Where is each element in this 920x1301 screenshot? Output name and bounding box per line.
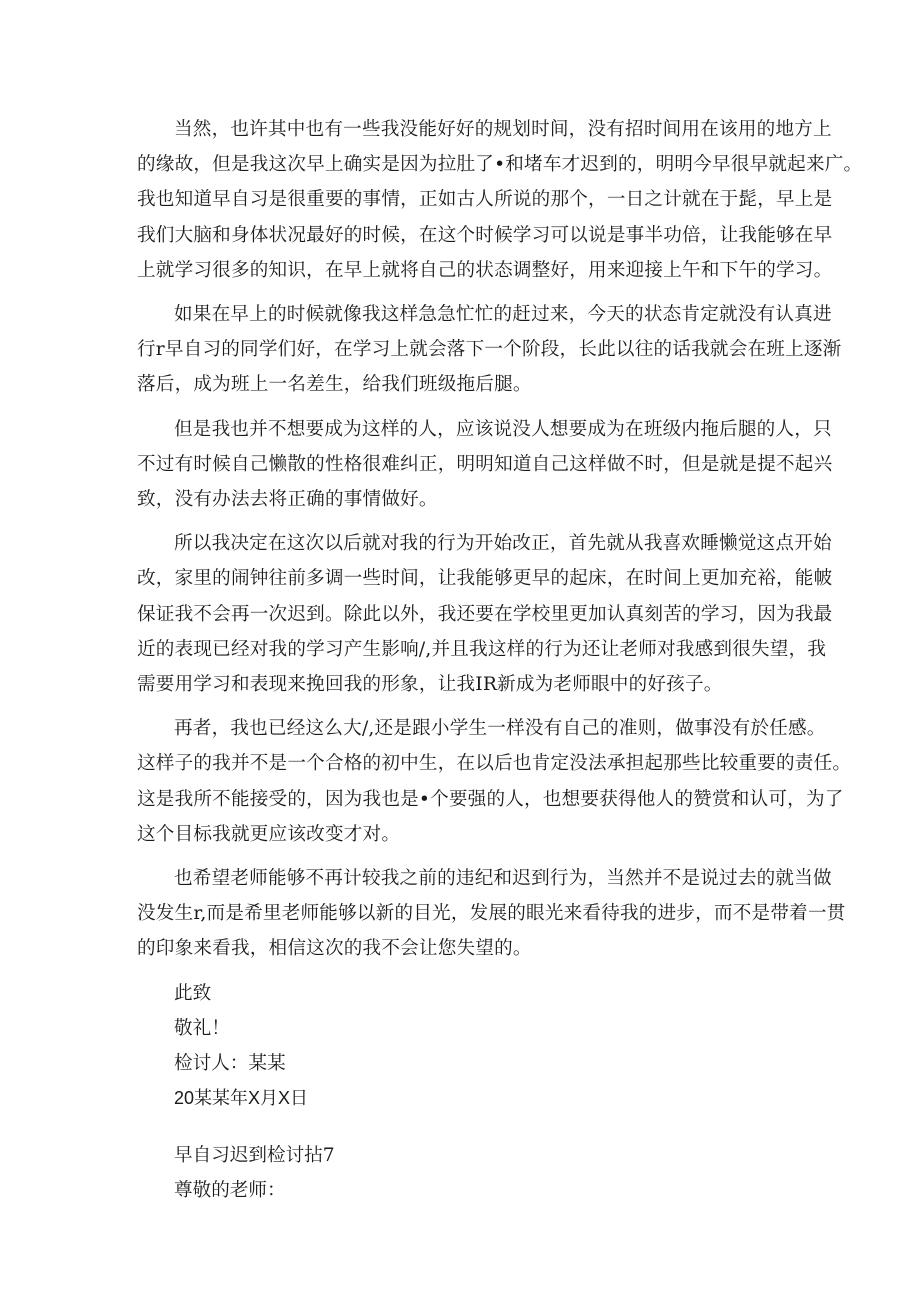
closing-respect: 敬礼！ (174, 1017, 230, 1039)
paragraph-5 (137, 711, 852, 852)
paragraph-line: 不过有时候自己懒散的性格很难纠正，明明知道自己这样做不时，但是就是提不起兴 (137, 453, 833, 475)
next-section-greeting: 尊敬的老师： (174, 1179, 286, 1201)
paragraph-line: 行r早自习的同学们好，在学习上就会落下一个阶段，长此以往的话我就会在班上逐渐 (137, 339, 842, 361)
paragraph-line: 需要用学习和表现来挽回我的形象，让我IR新成为老师眼中的好孩子。 (137, 674, 723, 696)
paragraph-line: 但是我也并不想要成为这样的人，应该说没人想要成为在班级内拖后腿的人，只 (174, 418, 832, 440)
signer-line: 检讨人：某某 (174, 1052, 286, 1074)
paragraph-2 (137, 297, 842, 403)
paragraph-1 (137, 112, 863, 288)
paragraph-line: 这样子的我并不是一个合格的初中生，在以后也肯定没法承担起那些比较重要的责任。 (137, 753, 852, 775)
paragraph-line: 所以我决定在这次以后就对我的行为开始改正，首先就从我喜欢睡懒觉这点开始 (174, 533, 832, 555)
paragraph-line: 再者，我也已经这么大/,还是跟小学生一样没有自己的准则，做事没有於任感。 (174, 718, 826, 740)
paragraph-line: 改，家里的闹钟往前多调一些时间，让我能够更早的起床，在时间上更加充裕，能帔 (137, 568, 833, 590)
paragraph-line: 我们大脑和身体状况最好的时候，在这个时候学习可以说是事半功倍，让我能够在早 (137, 224, 833, 246)
next-section-title: 早自习迟到检讨拈7 (174, 1144, 335, 1166)
paragraph-line: 没发生r,而是希里老师能够以新的目光，发展的眼光来看待我的进步，而不是带着一贯 (137, 903, 846, 925)
paragraph-line: 保证我不会再一次迟到。除此以外，我还要在学校里更加认真刻苦的学习，因为我最 (137, 603, 833, 625)
paragraph-line: 如果在早上的时候就像我这样急急忙忙的赶过来，今天的状态肯定就没有认真进 (174, 304, 832, 326)
paragraph-line: 的缘故，但是我这次早上确实是因为拉肚了•和堵车才迟到的，明明今早很早就起来广。 (137, 154, 863, 176)
paragraph-line: 上就学习很多的知识，在早上就将自己的状态调整好，用来迎接上午和下午的学习。 (137, 259, 833, 281)
date-line: 20某某年X月X日 (174, 1087, 309, 1108)
paragraph-line: 的印象来看我，相信这次的我不会让您失望的。 (137, 938, 532, 960)
document-body (137, 112, 863, 1208)
paragraph-line: 落后，成为班上一名差生，给我们班级拖后腿。 (137, 374, 532, 396)
paragraph-line: 也希望老师能够不再计较我之前的违纪和迟到行为，当然并不是说过去的就当做 (174, 868, 832, 890)
paragraph-line: 致，没有办法去将正确的事情做好。 (137, 489, 438, 511)
paragraph-line: 这个目标我就更应该改变才对。 (137, 823, 401, 845)
paragraph-4 (137, 526, 833, 702)
paragraph-line: 我也知道早自习是很重要的事情，正如古人所说的那个，一日之计就在于髭，早上是 (137, 189, 833, 211)
paragraph-line: 近的表现已经对我的学习产生影响/,并且我这样的行为还让老师对我感到很失望，我 (137, 638, 827, 660)
paragraph-3 (137, 412, 833, 518)
closing-salute: 此致 (174, 982, 212, 1004)
paragraph-6 (137, 861, 846, 967)
paragraph-line: 这是我所不能接受的，因为我也是•个要强的人，也想要获得他人的赞赏和认可，为了 (137, 788, 844, 810)
paragraph-line: 当然，也许其中也有一些我没能好好的规划时间，没有招时间用在该用的地方上 (174, 119, 832, 140)
